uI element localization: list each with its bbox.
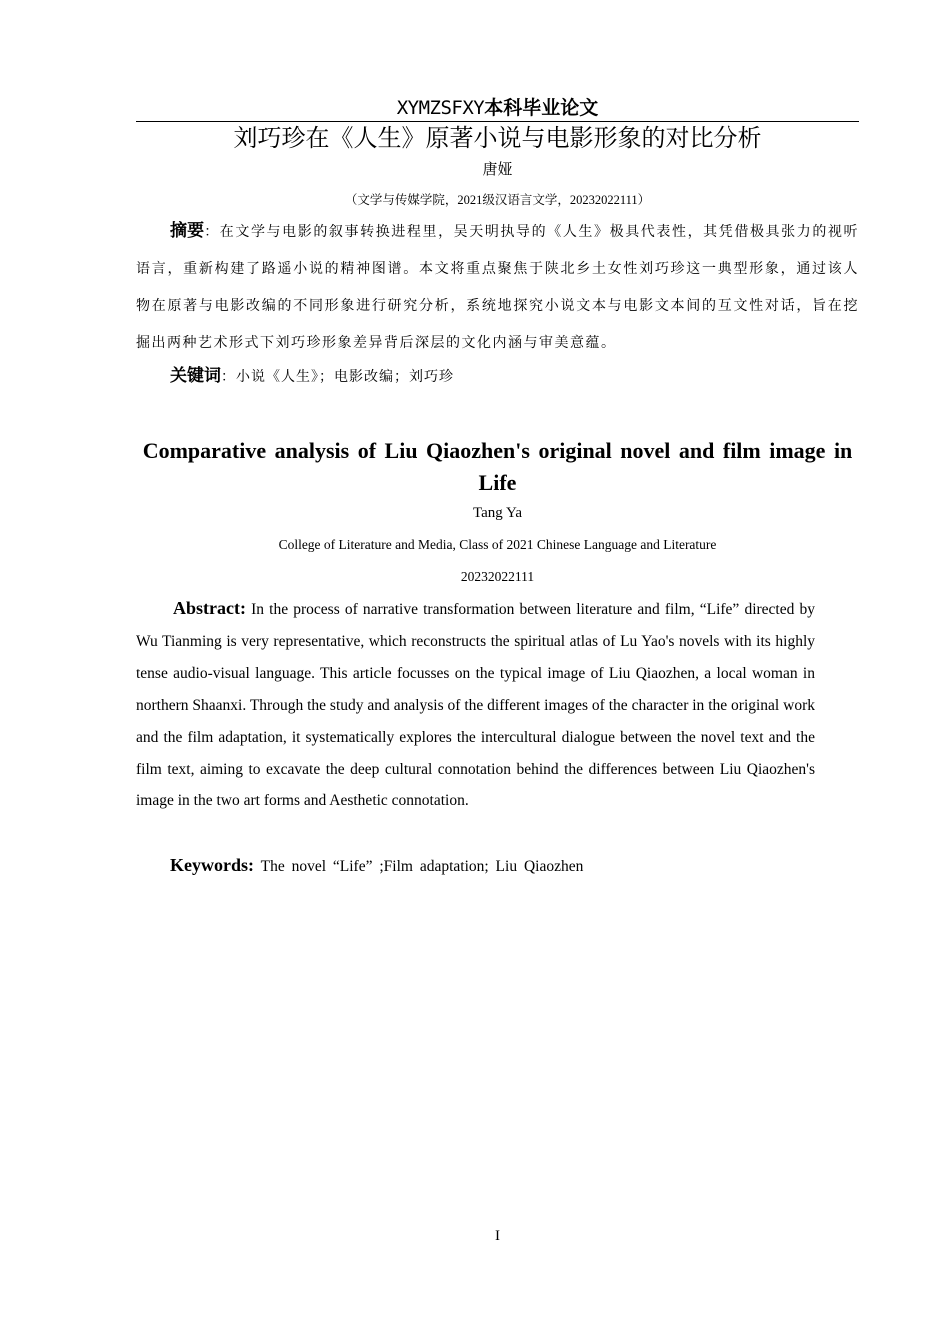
english-student-id: 20232022111 <box>460 569 535 584</box>
english-affiliation: College of Literature and Media, Class of 2021 Chinese Language and Literature <box>278 537 717 552</box>
english-keywords-label: Keywords: <box>170 855 254 875</box>
english-abstract-text: In the process of narrative transformation between literature and film, “Life” directed by Wu Tianming is very representative, which reconstructs the spiritual atlas of Lu Yao's novels with its highly tense audio-visual language. This article focusses on the typical image of Liu Qiaozhen, a local woman in northern Shaanxi. Through the study and analysis of the different images of the character in the original work and the film adaptation, it systematically explores the intercultural dialogue between the novel text and the film text, aiming to excavate the deep cultural connotation behind the differences between Liu Qiaozhen's image in the two art forms and Aesthetic connotation. <box>136 601 815 810</box>
chinese-abstract-label: 摘要 <box>170 221 205 241</box>
english-keywords <box>136 849 859 883</box>
page-number: I <box>495 1228 500 1244</box>
chinese-abstract-text: 在文学与电影的叙事转换进程里，吴天明执导的《人生》极具代表性，其凭借极具张力的视听语言，重新构建了路遥小说的精神图谱。本文将重点聚焦于陕北乡土女性刘巧珍这一典型形象，通过该人物在原著与电影改编的不同形象进行研究分析，系统地探究小说文本与电影文本间的互文性对话，旨在挖掘出两种艺术形式下刘巧珍形象差异背后深层的文化内涵与审美意蕴。 <box>136 224 859 351</box>
english-keywords-text: The novel “Life” ;Film adaptation; Liu Qiaozhen <box>260 858 584 875</box>
english-abstract <box>136 593 815 817</box>
english-author: Tang Ya <box>473 505 522 521</box>
english-title: Comparative analysis of Liu Qiaozhen's original novel and film image in Life <box>142 438 853 495</box>
chinese-author: 唐娅 <box>482 160 513 178</box>
chinese-affiliation: （文学与传媒学院，2021级汉语言文学，20232022111） <box>344 193 651 207</box>
chinese-keywords-separator: ： <box>221 369 236 385</box>
english-abstract-label: Abstract: <box>173 598 246 618</box>
running-header <box>136 96 859 122</box>
chinese-keywords <box>136 360 859 393</box>
chinese-keywords-label: 关键词 <box>170 366 221 386</box>
header-thesis-type: 本科毕业论文 <box>484 97 599 119</box>
chinese-title: 刘巧珍在《人生》原著小说与电影形象的对比分析 <box>233 124 762 152</box>
chinese-keywords-text: 小说《人生》；电影改编；刘巧珍 <box>236 369 454 385</box>
chinese-abstract <box>136 213 859 362</box>
chinese-abstract-separator: ： <box>204 224 220 240</box>
header-school-code: XYMZSFXY <box>396 97 485 119</box>
